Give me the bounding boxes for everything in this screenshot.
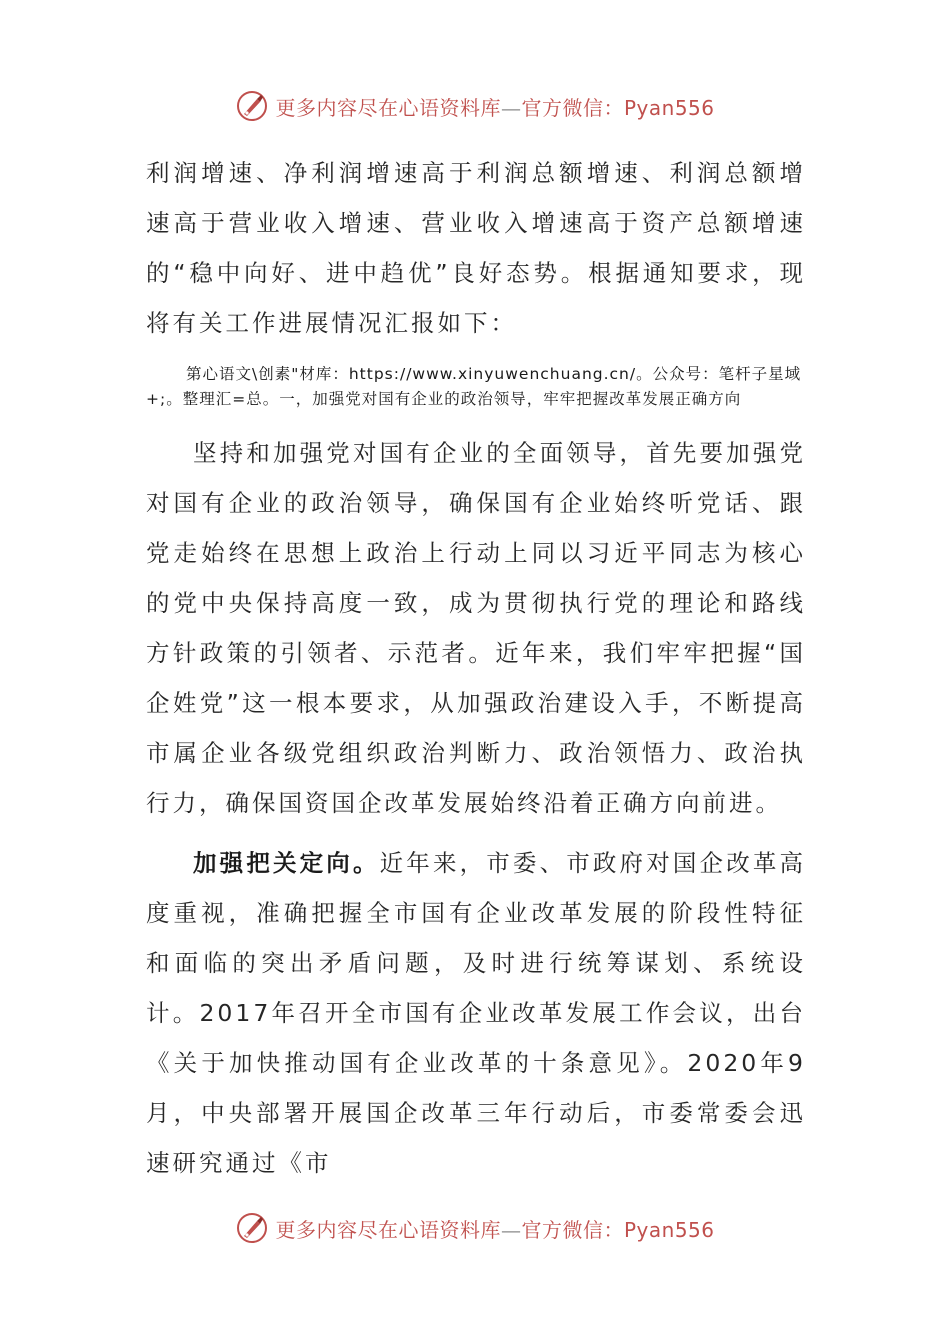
pen-nib-logo-icon [235, 89, 269, 123]
document-body [146, 148, 806, 1188]
footer-banner-text [275, 1214, 714, 1243]
header-separator: — [500, 95, 522, 120]
watermark-note: 第心语文\创素"材库：https://www.xinyuwenchuang.cn/。公众号：笔杆子星域+;。整理汇=总。一，加强党对国有企业的政治领导，牢牢把握改革发展正确方向 [146, 365, 802, 408]
header-contact-text: 官方微信： [521, 95, 624, 120]
body-paragraph-1: 利润增速、净利润增速高于利润总额增速、利润总额增速高于营业收入增速、营业收入增速高于资产总额增速的“稳中向好、进中趋优”良好态势。根据通知要求，现将有关工作进展情况汇报如下： [146, 159, 806, 337]
header-banner-text [275, 92, 714, 121]
footer-contact-text: 官方微信： [521, 1217, 624, 1242]
header-handle: Pyan556 [623, 95, 715, 120]
footer-handle: Pyan556 [623, 1217, 715, 1242]
header-banner [0, 84, 950, 128]
footer-site-text: 更多内容尽在心语资料库 [275, 1217, 501, 1242]
footer-banner [0, 1206, 950, 1250]
body-paragraph-2: 坚持和加强党对国有企业的全面领导，首先要加强党对国有企业的政治领导，确保国有企业始终听党话、跟党走始终在思想上政治上行动上同以习近平同志为核心的党中央保持高度一致，成为贯彻执行党的理论和路线方针政策的引领者、示范者。近年来，我们牢牢把握“国企姓党”这一根本要求，从加强政治建设入手，不断提高市属企业各级党组织政治判断力、政治领悟力、政治执行力，确保国资国企改革发展始终沿着正确方向前进。 [146, 439, 806, 817]
footer-separator: — [500, 1217, 522, 1242]
pen-nib-logo-icon [235, 1211, 269, 1245]
paragraph-lead-heading: 加强把关定向。 [193, 849, 380, 877]
body-paragraph-3-text: 近年来，市委、市政府对国企改革高度重视，准确把握全市国有企业改革发展的阶段性特征和面临的突出矛盾问题，及时进行统筹谋划、系统设计。2017年召开全市国有企业改革发展工作会议，出台《关于加快推动国有企业改革的十条意见》。2020年9月，中央部署开展国企改革三年行动后，市委常委会迅速研究通过《市 [146, 849, 807, 1177]
header-site-text: 更多内容尽在心语资料库 [275, 95, 501, 120]
body-paragraph-3 [146, 838, 806, 1188]
